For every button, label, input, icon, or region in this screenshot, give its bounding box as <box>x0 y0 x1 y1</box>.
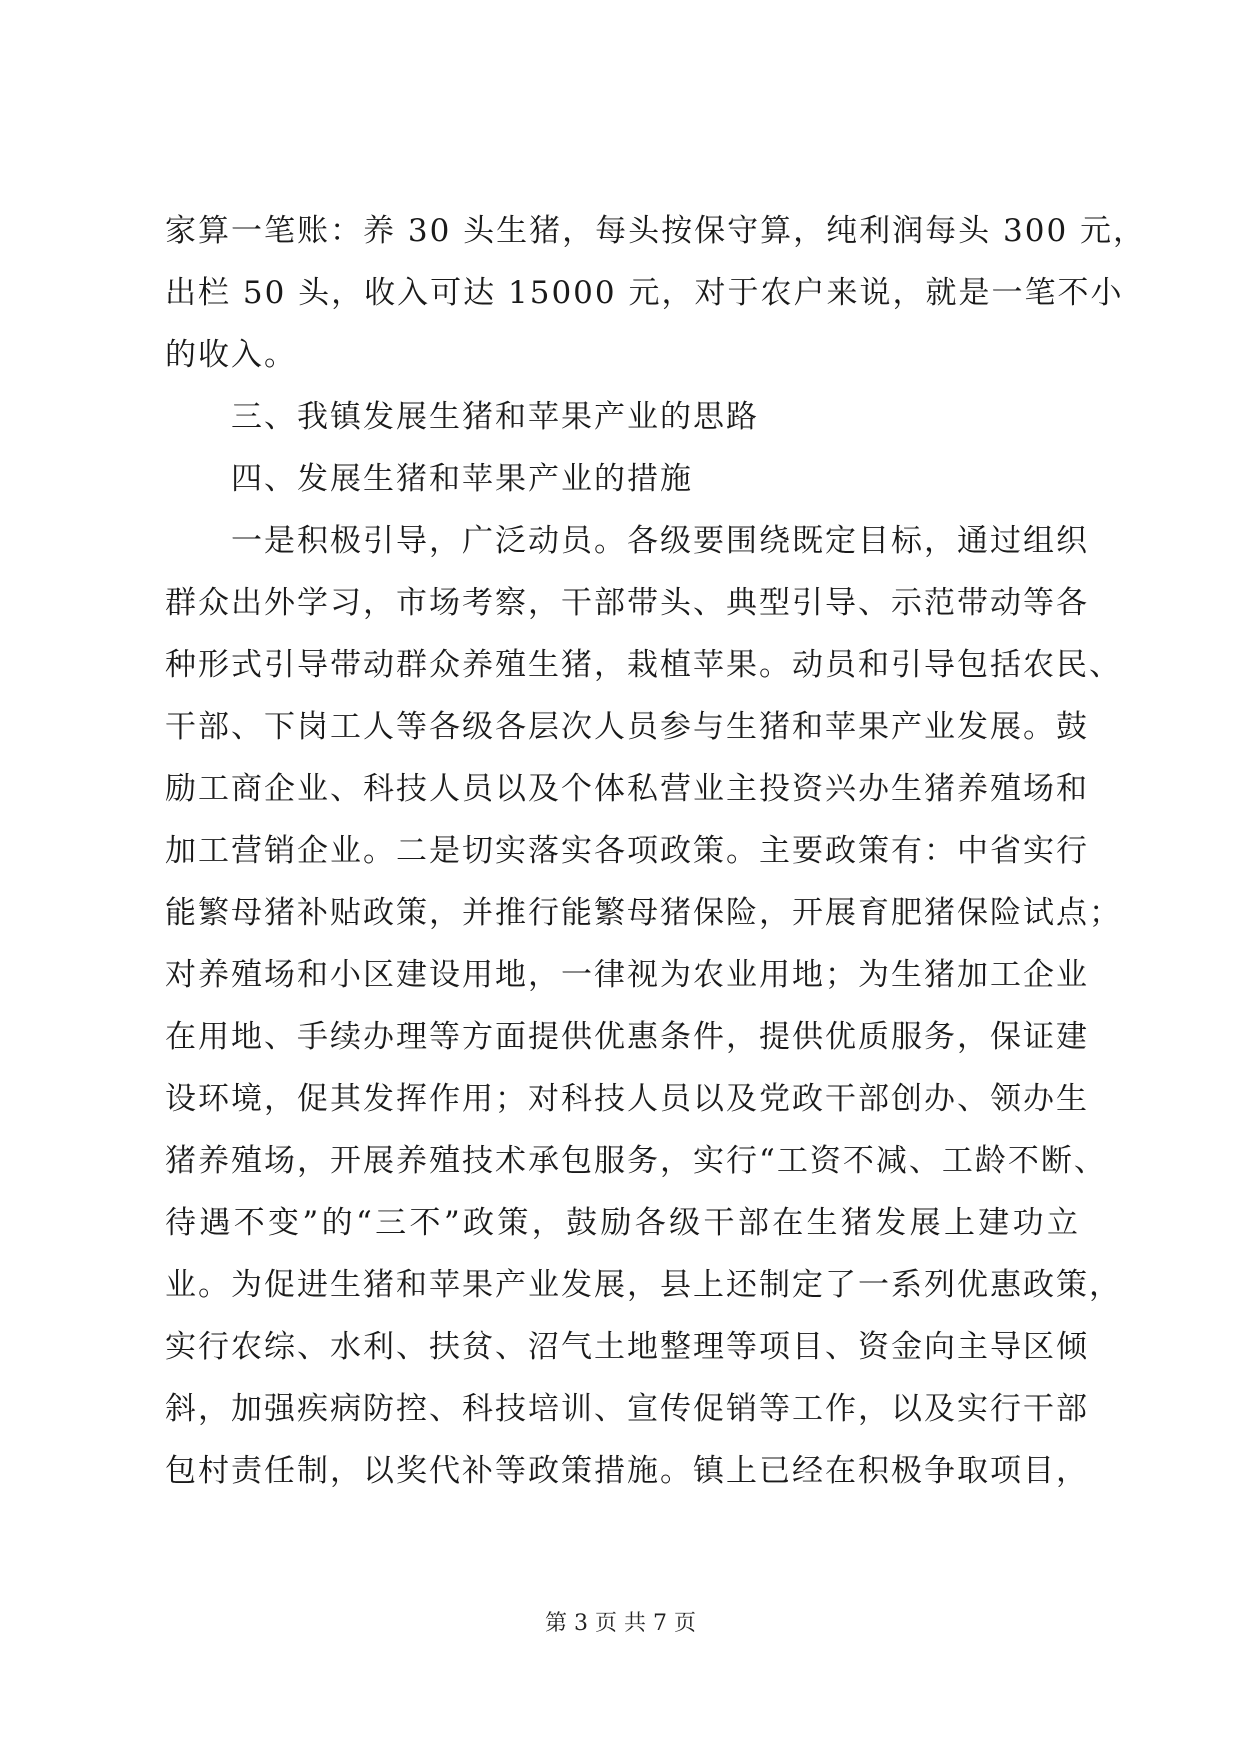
text-line: 在用地、手续办理等方面提供优惠条件，提供优质服务，保证建 <box>165 1019 1089 1055</box>
section-heading: 三、我镇发展生猪和苹果产业的思路 <box>231 399 759 435</box>
text-line: 猪养殖场，开展养殖技术承包服务，实行“工资不减、工龄不断、 <box>165 1143 1107 1179</box>
text-line: 对养殖场和小区建设用地，一律视为农业用地；为生猪加工企业 <box>165 957 1089 993</box>
text-line: 出栏 50 头，收入可达 15000 元，对于农户来说，就是一笔不小 <box>165 275 1124 311</box>
text-line: 一是积极引导，广泛动员。各级要围绕既定目标，通过组织 <box>231 523 1089 559</box>
text-line: 待遇不变”的“三不”政策，鼓励各级干部在生猪发展上建功立 <box>165 1205 1080 1241</box>
page-footer: 第 3 页 共 7 页 <box>545 1611 696 1636</box>
section-heading: 四、发展生猪和苹果产业的措施 <box>231 461 693 497</box>
body-text <box>165 200 1147 1502</box>
text-line: 干部、下岗工人等各级各层次人员参与生猪和苹果产业发展。鼓 <box>165 709 1089 745</box>
text-line: 群众出外学习，市场考察，干部带头、典型引导、示范带动等各 <box>165 585 1089 621</box>
text-line: 能繁母猪补贴政策，并推行能繁母猪保险，开展育肥猪保险试点； <box>165 895 1122 931</box>
text-line: 业。为促进生猪和苹果产业发展，县上还制定了一系列优惠政策， <box>165 1267 1122 1303</box>
text-line: 的收入。 <box>165 337 297 373</box>
text-line: 种形式引导带动群众养殖生猪，栽植苹果。动员和引导包括农民、 <box>165 647 1122 683</box>
text-line: 励工商企业、科技人员以及个体私营业主投资兴办生猪养殖场和 <box>165 771 1089 807</box>
text-line: 斜，加强疾病防控、科技培训、宣传促销等工作，以及实行干部 <box>165 1391 1089 1427</box>
text-line: 设环境，促其发挥作用；对科技人员以及党政干部创办、领办生 <box>165 1081 1089 1117</box>
text-line: 家算一笔账：养 30 头生猪，每头按保守算，纯利润每头 300 元， <box>165 213 1147 249</box>
text-line: 加工营销企业。二是切实落实各项政策。主要政策有：中省实行 <box>165 833 1089 869</box>
text-line: 包村责任制，以奖代补等政策措施。镇上已经在积极争取项目， <box>165 1453 1089 1489</box>
text-line: 实行农综、水利、扶贫、沼气土地整理等项目、资金向主导区倾 <box>165 1329 1089 1365</box>
